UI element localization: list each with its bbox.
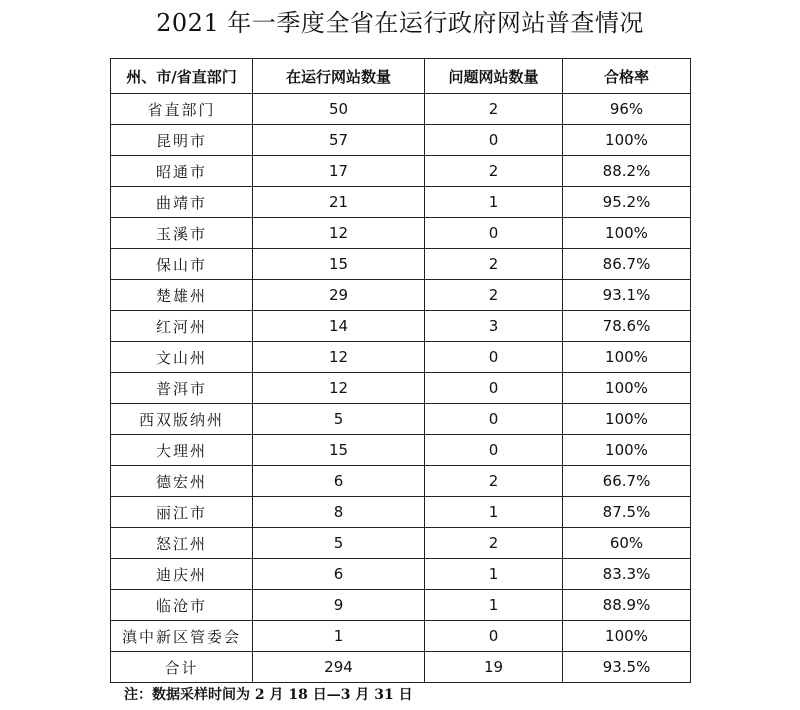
region-cell: 丽江市 bbox=[111, 497, 253, 528]
table-row bbox=[111, 621, 691, 652]
problem-count-cell: 19 bbox=[425, 652, 563, 683]
problem-count-cell: 0 bbox=[425, 404, 563, 435]
pass-rate-cell: 93.5% bbox=[563, 652, 691, 683]
pass-rate-cell: 100% bbox=[563, 373, 691, 404]
region-cell: 临沧市 bbox=[111, 590, 253, 621]
running-count-cell: 12 bbox=[253, 373, 425, 404]
table-row bbox=[111, 373, 691, 404]
region-cell: 大理州 bbox=[111, 435, 253, 466]
running-count-cell: 12 bbox=[253, 218, 425, 249]
running-count-cell: 294 bbox=[253, 652, 425, 683]
running-count-cell: 1 bbox=[253, 621, 425, 652]
region-cell: 保山市 bbox=[111, 249, 253, 280]
table-row bbox=[111, 125, 691, 156]
region-cell: 迪庆州 bbox=[111, 559, 253, 590]
table-row bbox=[111, 590, 691, 621]
running-count-cell: 14 bbox=[253, 311, 425, 342]
running-count-cell: 17 bbox=[253, 156, 425, 187]
running-count-cell: 5 bbox=[253, 404, 425, 435]
pass-rate-cell: 100% bbox=[563, 435, 691, 466]
header-pass-rate: 合格率 bbox=[563, 59, 691, 94]
header-region: 州、市/省直部门 bbox=[111, 59, 253, 94]
running-count-cell: 6 bbox=[253, 466, 425, 497]
survey-table bbox=[110, 58, 691, 683]
header-problem-count: 问题网站数量 bbox=[425, 59, 563, 94]
pass-rate-cell: 100% bbox=[563, 218, 691, 249]
problem-count-cell: 0 bbox=[425, 342, 563, 373]
region-cell: 西双版纳州 bbox=[111, 404, 253, 435]
table-row bbox=[111, 94, 691, 125]
region-cell: 普洱市 bbox=[111, 373, 253, 404]
table-row bbox=[111, 311, 691, 342]
pass-rate-cell: 60% bbox=[563, 528, 691, 559]
problem-count-cell: 2 bbox=[425, 466, 563, 497]
running-count-cell: 21 bbox=[253, 187, 425, 218]
running-count-cell: 9 bbox=[253, 590, 425, 621]
pass-rate-cell: 86.7% bbox=[563, 249, 691, 280]
table-row bbox=[111, 218, 691, 249]
running-count-cell: 29 bbox=[253, 280, 425, 311]
table-row bbox=[111, 466, 691, 497]
problem-count-cell: 0 bbox=[425, 435, 563, 466]
pass-rate-cell: 95.2% bbox=[563, 187, 691, 218]
problem-count-cell: 2 bbox=[425, 94, 563, 125]
table-row bbox=[111, 497, 691, 528]
region-cell: 文山州 bbox=[111, 342, 253, 373]
running-count-cell: 6 bbox=[253, 559, 425, 590]
region-cell: 合计 bbox=[111, 652, 253, 683]
pass-rate-cell: 88.9% bbox=[563, 590, 691, 621]
region-cell: 怒江州 bbox=[111, 528, 253, 559]
table-row bbox=[111, 156, 691, 187]
problem-count-cell: 2 bbox=[425, 280, 563, 311]
problem-count-cell: 0 bbox=[425, 621, 563, 652]
region-cell: 楚雄州 bbox=[111, 280, 253, 311]
running-count-cell: 12 bbox=[253, 342, 425, 373]
pass-rate-cell: 88.2% bbox=[563, 156, 691, 187]
problem-count-cell: 2 bbox=[425, 528, 563, 559]
region-cell: 昭通市 bbox=[111, 156, 253, 187]
region-cell: 玉溪市 bbox=[111, 218, 253, 249]
region-cell: 曲靖市 bbox=[111, 187, 253, 218]
pass-rate-cell: 100% bbox=[563, 404, 691, 435]
header-running-count: 在运行网站数量 bbox=[253, 59, 425, 94]
pass-rate-cell: 87.5% bbox=[563, 497, 691, 528]
problem-count-cell: 1 bbox=[425, 497, 563, 528]
running-count-cell: 57 bbox=[253, 125, 425, 156]
table-row bbox=[111, 187, 691, 218]
page-title: 2021 年一季度全省在运行政府网站普查情况 bbox=[156, 9, 644, 37]
pass-rate-cell: 83.3% bbox=[563, 559, 691, 590]
table-header-row bbox=[111, 59, 691, 94]
table-row bbox=[111, 528, 691, 559]
region-cell: 昆明市 bbox=[111, 125, 253, 156]
pass-rate-cell: 100% bbox=[563, 125, 691, 156]
region-cell: 滇中新区管委会 bbox=[111, 621, 253, 652]
table-body bbox=[111, 94, 691, 683]
pass-rate-cell: 100% bbox=[563, 621, 691, 652]
table-row bbox=[111, 249, 691, 280]
table-row bbox=[111, 342, 691, 373]
table-row bbox=[111, 435, 691, 466]
problem-count-cell: 1 bbox=[425, 559, 563, 590]
pass-rate-cell: 93.1% bbox=[563, 280, 691, 311]
running-count-cell: 50 bbox=[253, 94, 425, 125]
problem-count-cell: 2 bbox=[425, 249, 563, 280]
table-row bbox=[111, 404, 691, 435]
running-count-cell: 15 bbox=[253, 249, 425, 280]
table-row bbox=[111, 652, 691, 683]
problem-count-cell: 1 bbox=[425, 187, 563, 218]
region-cell: 红河州 bbox=[111, 311, 253, 342]
problem-count-cell: 2 bbox=[425, 156, 563, 187]
problem-count-cell: 3 bbox=[425, 311, 563, 342]
pass-rate-cell: 66.7% bbox=[563, 466, 691, 497]
running-count-cell: 15 bbox=[253, 435, 425, 466]
region-cell: 省直部门 bbox=[111, 94, 253, 125]
pass-rate-cell: 78.6% bbox=[563, 311, 691, 342]
pass-rate-cell: 96% bbox=[563, 94, 691, 125]
table-row bbox=[111, 559, 691, 590]
problem-count-cell: 0 bbox=[425, 373, 563, 404]
problem-count-cell: 0 bbox=[425, 125, 563, 156]
running-count-cell: 8 bbox=[253, 497, 425, 528]
problem-count-cell: 1 bbox=[425, 590, 563, 621]
region-cell: 德宏州 bbox=[111, 466, 253, 497]
running-count-cell: 5 bbox=[253, 528, 425, 559]
table-row bbox=[111, 280, 691, 311]
problem-count-cell: 0 bbox=[425, 218, 563, 249]
pass-rate-cell: 100% bbox=[563, 342, 691, 373]
footnote: 注：数据采样时间为 2 月 18 日—3 月 31 日 bbox=[124, 687, 413, 703]
